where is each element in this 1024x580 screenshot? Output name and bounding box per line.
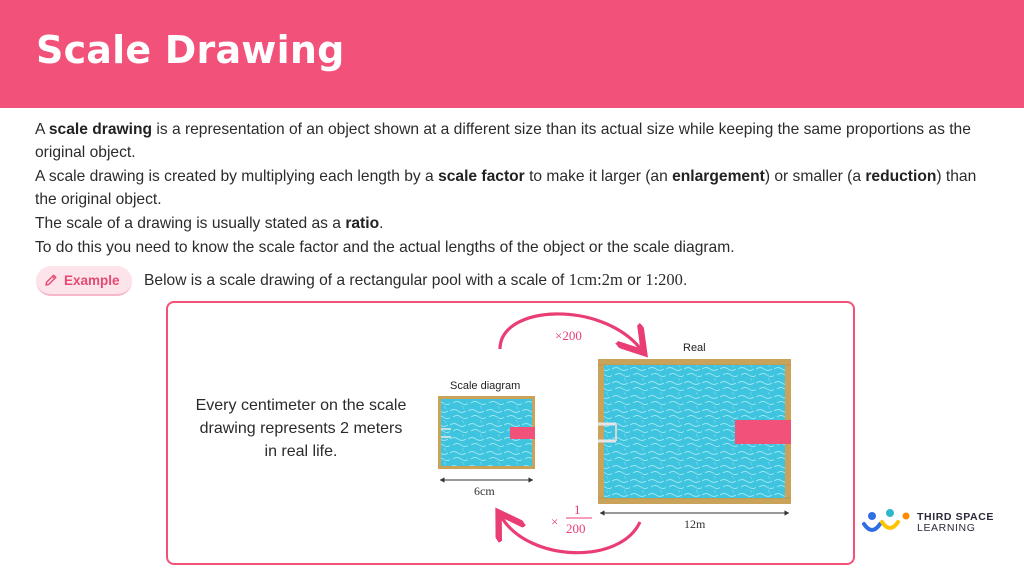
text-run: . [379, 215, 384, 232]
large-pool-step [735, 420, 791, 444]
example-text-after: . [682, 272, 688, 289]
example-text-before: Below is a scale drawing of a rectangular pool with a scale of [144, 272, 569, 289]
fraction-numerator: 1 [574, 502, 581, 517]
bold-term: scale drawing [48, 121, 153, 138]
text-run: is a representation of an object shown at a different size than its actual size while keeping the same proportions as the original object. [35, 121, 971, 161]
real-label: Real [683, 342, 706, 354]
logo-wordmark [917, 512, 994, 534]
ratio-cm-m: 1cm:2m [568, 270, 623, 289]
multiply-up-label: ×200 [555, 328, 582, 343]
text-run: to make it larger (an [524, 168, 673, 185]
bold-term: enlargement [672, 168, 765, 185]
example-label: Example [64, 273, 120, 288]
text-run: A scale drawing is created by multiplying each length by a [35, 168, 439, 185]
text-run: ) than the original object. [35, 168, 977, 208]
logo-line-1: THIRD SPACE [917, 511, 994, 523]
text-run: The scale of a drawing is usually stated as a [35, 215, 346, 232]
bold-term: ratio [345, 215, 380, 232]
ratio-number: 1:200 [645, 270, 683, 289]
multiply-down-sign: × [551, 514, 559, 529]
fraction-denominator: 200 [566, 521, 586, 536]
box-caption: Every centimeter on the scale drawing represents 2 meters in real life. [195, 397, 407, 460]
large-dimension-label: 12m [684, 517, 706, 531]
small-dimension-label: 6cm [474, 484, 495, 498]
logo-line-2: LEARNING [917, 522, 976, 534]
bold-term: scale factor [438, 168, 525, 185]
text-run: ) or smaller (a [764, 168, 866, 185]
text-run: A [35, 121, 49, 138]
scale-diagram-label: Scale diagram [450, 380, 521, 392]
bold-term: reduction [865, 168, 937, 185]
page-title: Scale Drawing [36, 28, 345, 72]
example-text-or: or [622, 272, 646, 289]
text-run: To do this you need to know the scale factor and the actual lengths of the object or the scale diagram. [35, 239, 735, 256]
small-pool-step [510, 427, 535, 439]
